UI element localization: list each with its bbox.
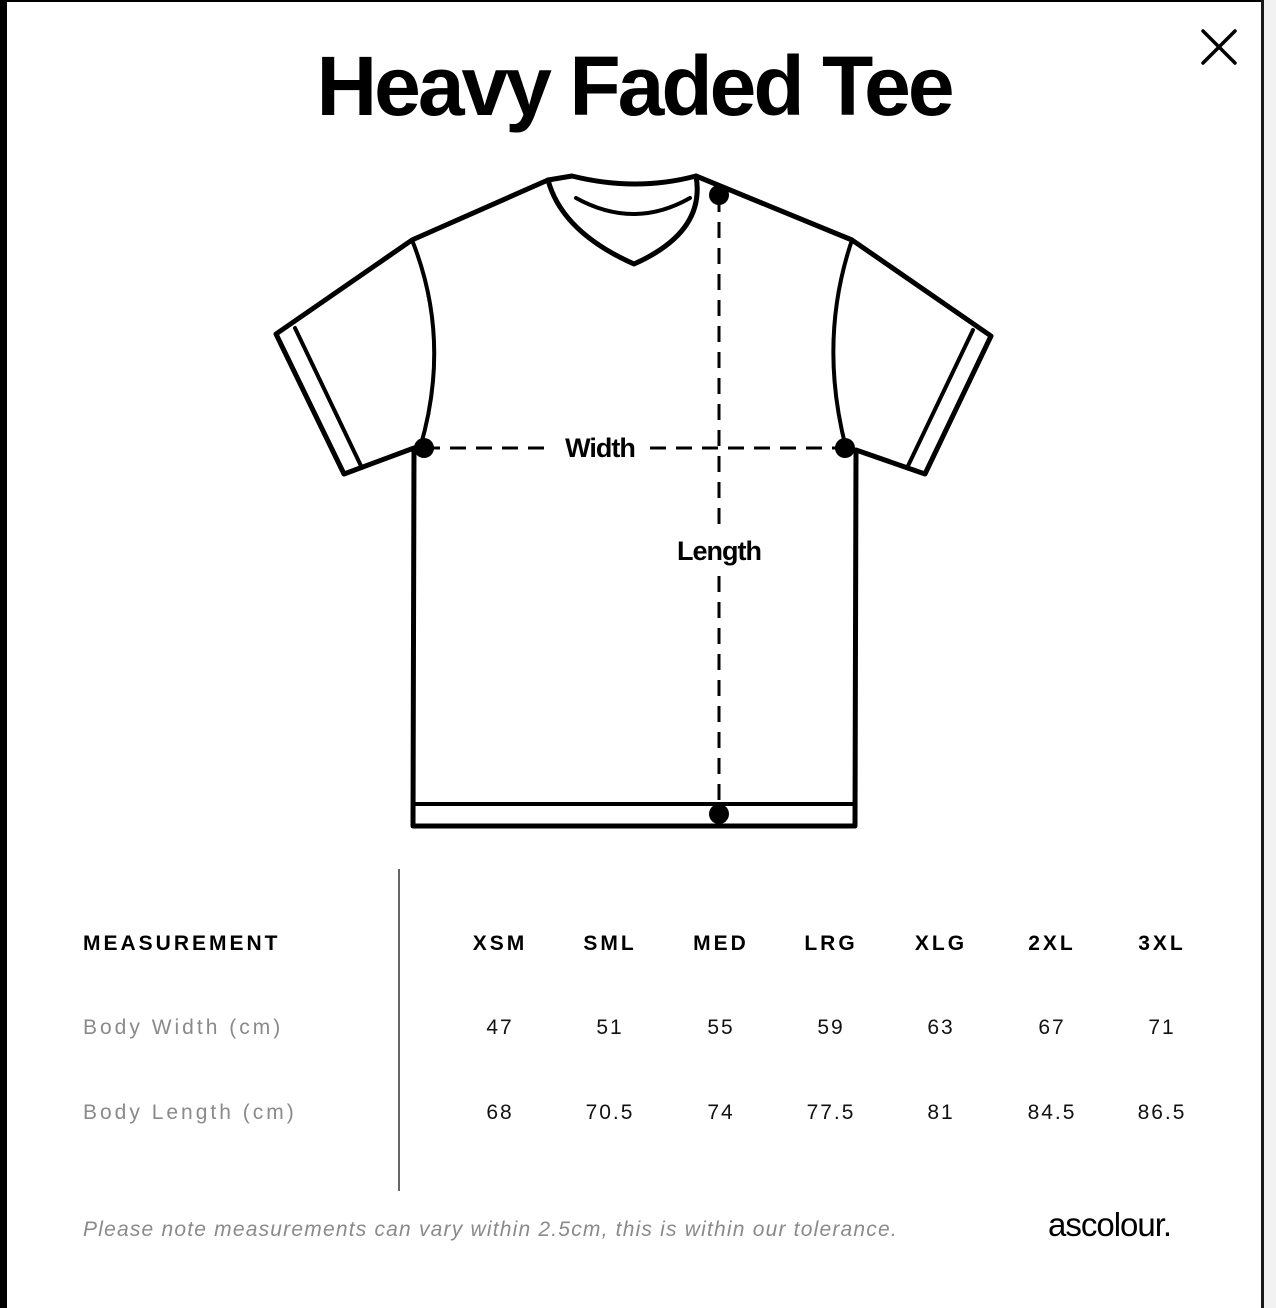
table-cell: 71 — [1148, 1016, 1176, 1039]
size-header: XLG — [914, 932, 968, 955]
table-cell: 67 — [1038, 1016, 1066, 1039]
measurement-header: MEASUREMENT — [83, 932, 281, 955]
table-cell: 51 — [596, 1016, 624, 1039]
brand-logo: ascolour. — [1048, 1206, 1172, 1243]
table-cell: 74 — [707, 1101, 735, 1124]
left-sleeve-seam — [412, 240, 434, 448]
row-label-body-length: Body Length (cm) — [83, 1101, 297, 1124]
length-point-bottom — [709, 804, 729, 824]
page-title: Heavy Faded Tee — [316, 39, 952, 133]
table-cell: 47 — [486, 1016, 514, 1039]
size-header: SML — [583, 932, 637, 955]
row-label-body-width: Body Width (cm) — [83, 1016, 284, 1039]
table-cell: 86.5 — [1137, 1101, 1187, 1124]
table-cell: 81 — [927, 1101, 955, 1124]
table-cell: 77.5 — [806, 1101, 856, 1124]
width-point-right — [835, 438, 855, 458]
size-header: 3XL — [1138, 932, 1186, 955]
tolerance-note: Please note measurements can vary within 2.5cm, this is within our tolerance. — [83, 1218, 898, 1241]
tshirt-outline — [276, 176, 991, 826]
table-divider — [398, 869, 400, 1191]
size-header: XSM — [472, 932, 528, 955]
table-cell: 59 — [817, 1016, 845, 1039]
right-sleeve-seam — [833, 240, 852, 448]
table-cell: 84.5 — [1027, 1101, 1077, 1124]
width-point-left — [414, 438, 434, 458]
table-cell: 63 — [927, 1016, 955, 1039]
length-label: Length — [677, 536, 761, 566]
size-header: LRG — [804, 932, 858, 955]
width-label: Width — [565, 433, 635, 463]
tshirt-collar-inner — [576, 198, 690, 214]
table-cell: 70.5 — [585, 1101, 635, 1124]
table-cell: 68 — [486, 1101, 514, 1124]
length-point-top — [709, 185, 729, 205]
size-header: MED — [693, 932, 749, 955]
size-header: 2XL — [1028, 932, 1076, 955]
tshirt-collar — [548, 176, 697, 264]
table-cell: 55 — [707, 1016, 735, 1039]
